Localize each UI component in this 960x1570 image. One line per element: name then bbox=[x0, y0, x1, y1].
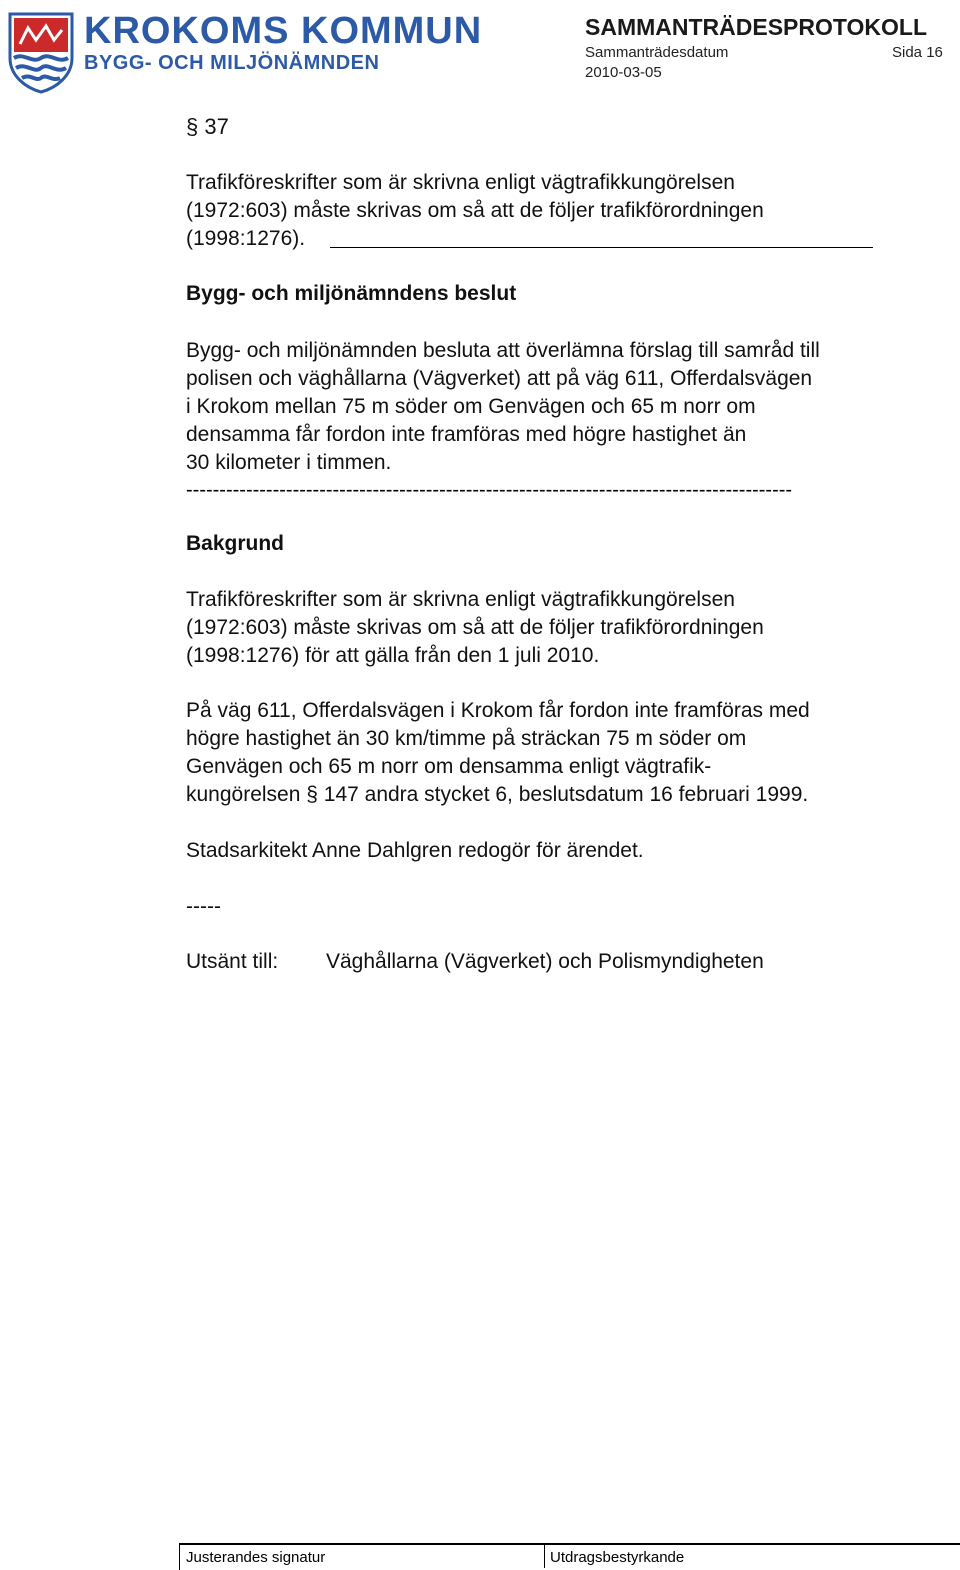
decision-separator: ------------------------------------------------------------------------------------------- bbox=[186, 479, 793, 501]
municipality-logo-icon bbox=[6, 10, 76, 94]
protocol-title: SAMMANTRÄDESPROTOKOLL bbox=[585, 14, 928, 40]
background-line: kungörelsen § 147 andra stycket 6, beslutsdatum 16 februari 1999. bbox=[186, 783, 809, 806]
decision-line: Bygg- och miljönämnden besluta att överlämna förslag till samråd till bbox=[186, 339, 820, 362]
intro-line: Trafikföreskrifter som är skrivna enligt vägtrafikkungörelsen bbox=[186, 171, 735, 194]
brand-subtitle: BYGG- OCH MILJÖNÄMNDEN bbox=[84, 52, 380, 74]
background-line: högre hastighet än 30 km/timme på sträckan 75 m söder om bbox=[186, 727, 747, 750]
intro-line: (1998:1276). bbox=[186, 227, 306, 250]
background-heading: Bakgrund bbox=[186, 532, 285, 555]
decision-line: 30 kilometer i timmen. bbox=[186, 451, 392, 474]
section-number: § 37 bbox=[186, 114, 229, 139]
distribution-value: Väghållarna (Vägverket) och Polismyndigheten bbox=[326, 950, 764, 973]
background-line: Genvägen och 65 m norr om densamma enligt vägtrafik- bbox=[186, 755, 712, 778]
brand-name: KROKOMS KOMMUN bbox=[84, 10, 483, 52]
intro-line: (1972:603) måste skrivas om så att de följer trafikförordningen bbox=[186, 199, 764, 222]
date-label: Sammanträdesdatum bbox=[585, 44, 729, 61]
footer-divider bbox=[544, 1543, 545, 1568]
decision-heading: Bygg- och miljönämndens beslut bbox=[186, 282, 517, 305]
background-line: På väg 611, Offerdalsvägen i Krokom får fordon inte framföras med bbox=[186, 699, 810, 722]
intro-underline bbox=[330, 247, 873, 248]
decision-line: i Krokom mellan 75 m söder om Genvägen och 65 m norr om bbox=[186, 395, 756, 418]
background-line: (1998:1276) för att gälla från den 1 juli 2010. bbox=[186, 644, 600, 667]
page-number: Sida 16 bbox=[892, 44, 943, 61]
background-line: (1972:603) måste skrivas om så att de följer trafikförordningen bbox=[186, 616, 764, 639]
meeting-date: 2010-03-05 bbox=[585, 64, 662, 81]
short-separator: ----- bbox=[186, 895, 221, 918]
decision-line: polisen och väghållarna (Vägverket) att på väg 611, Offerdalsvägen bbox=[186, 367, 813, 390]
decision-line: densamma får fordon inte framföras med högre hastighet än bbox=[186, 423, 747, 446]
section-symbol-icon: § bbox=[186, 114, 205, 139]
footer-certification-label: Utdragsbestyrkande bbox=[550, 1549, 685, 1566]
background-line: Trafikföreskrifter som är skrivna enligt vägtrafikkungörelsen bbox=[186, 588, 735, 611]
distribution-label: Utsänt till: bbox=[186, 950, 279, 973]
presenter-line: Stadsarkitekt Anne Dahlgren redogör för ärendet. bbox=[186, 839, 644, 862]
footer-signature-label: Justerandes signatur bbox=[186, 1549, 326, 1566]
